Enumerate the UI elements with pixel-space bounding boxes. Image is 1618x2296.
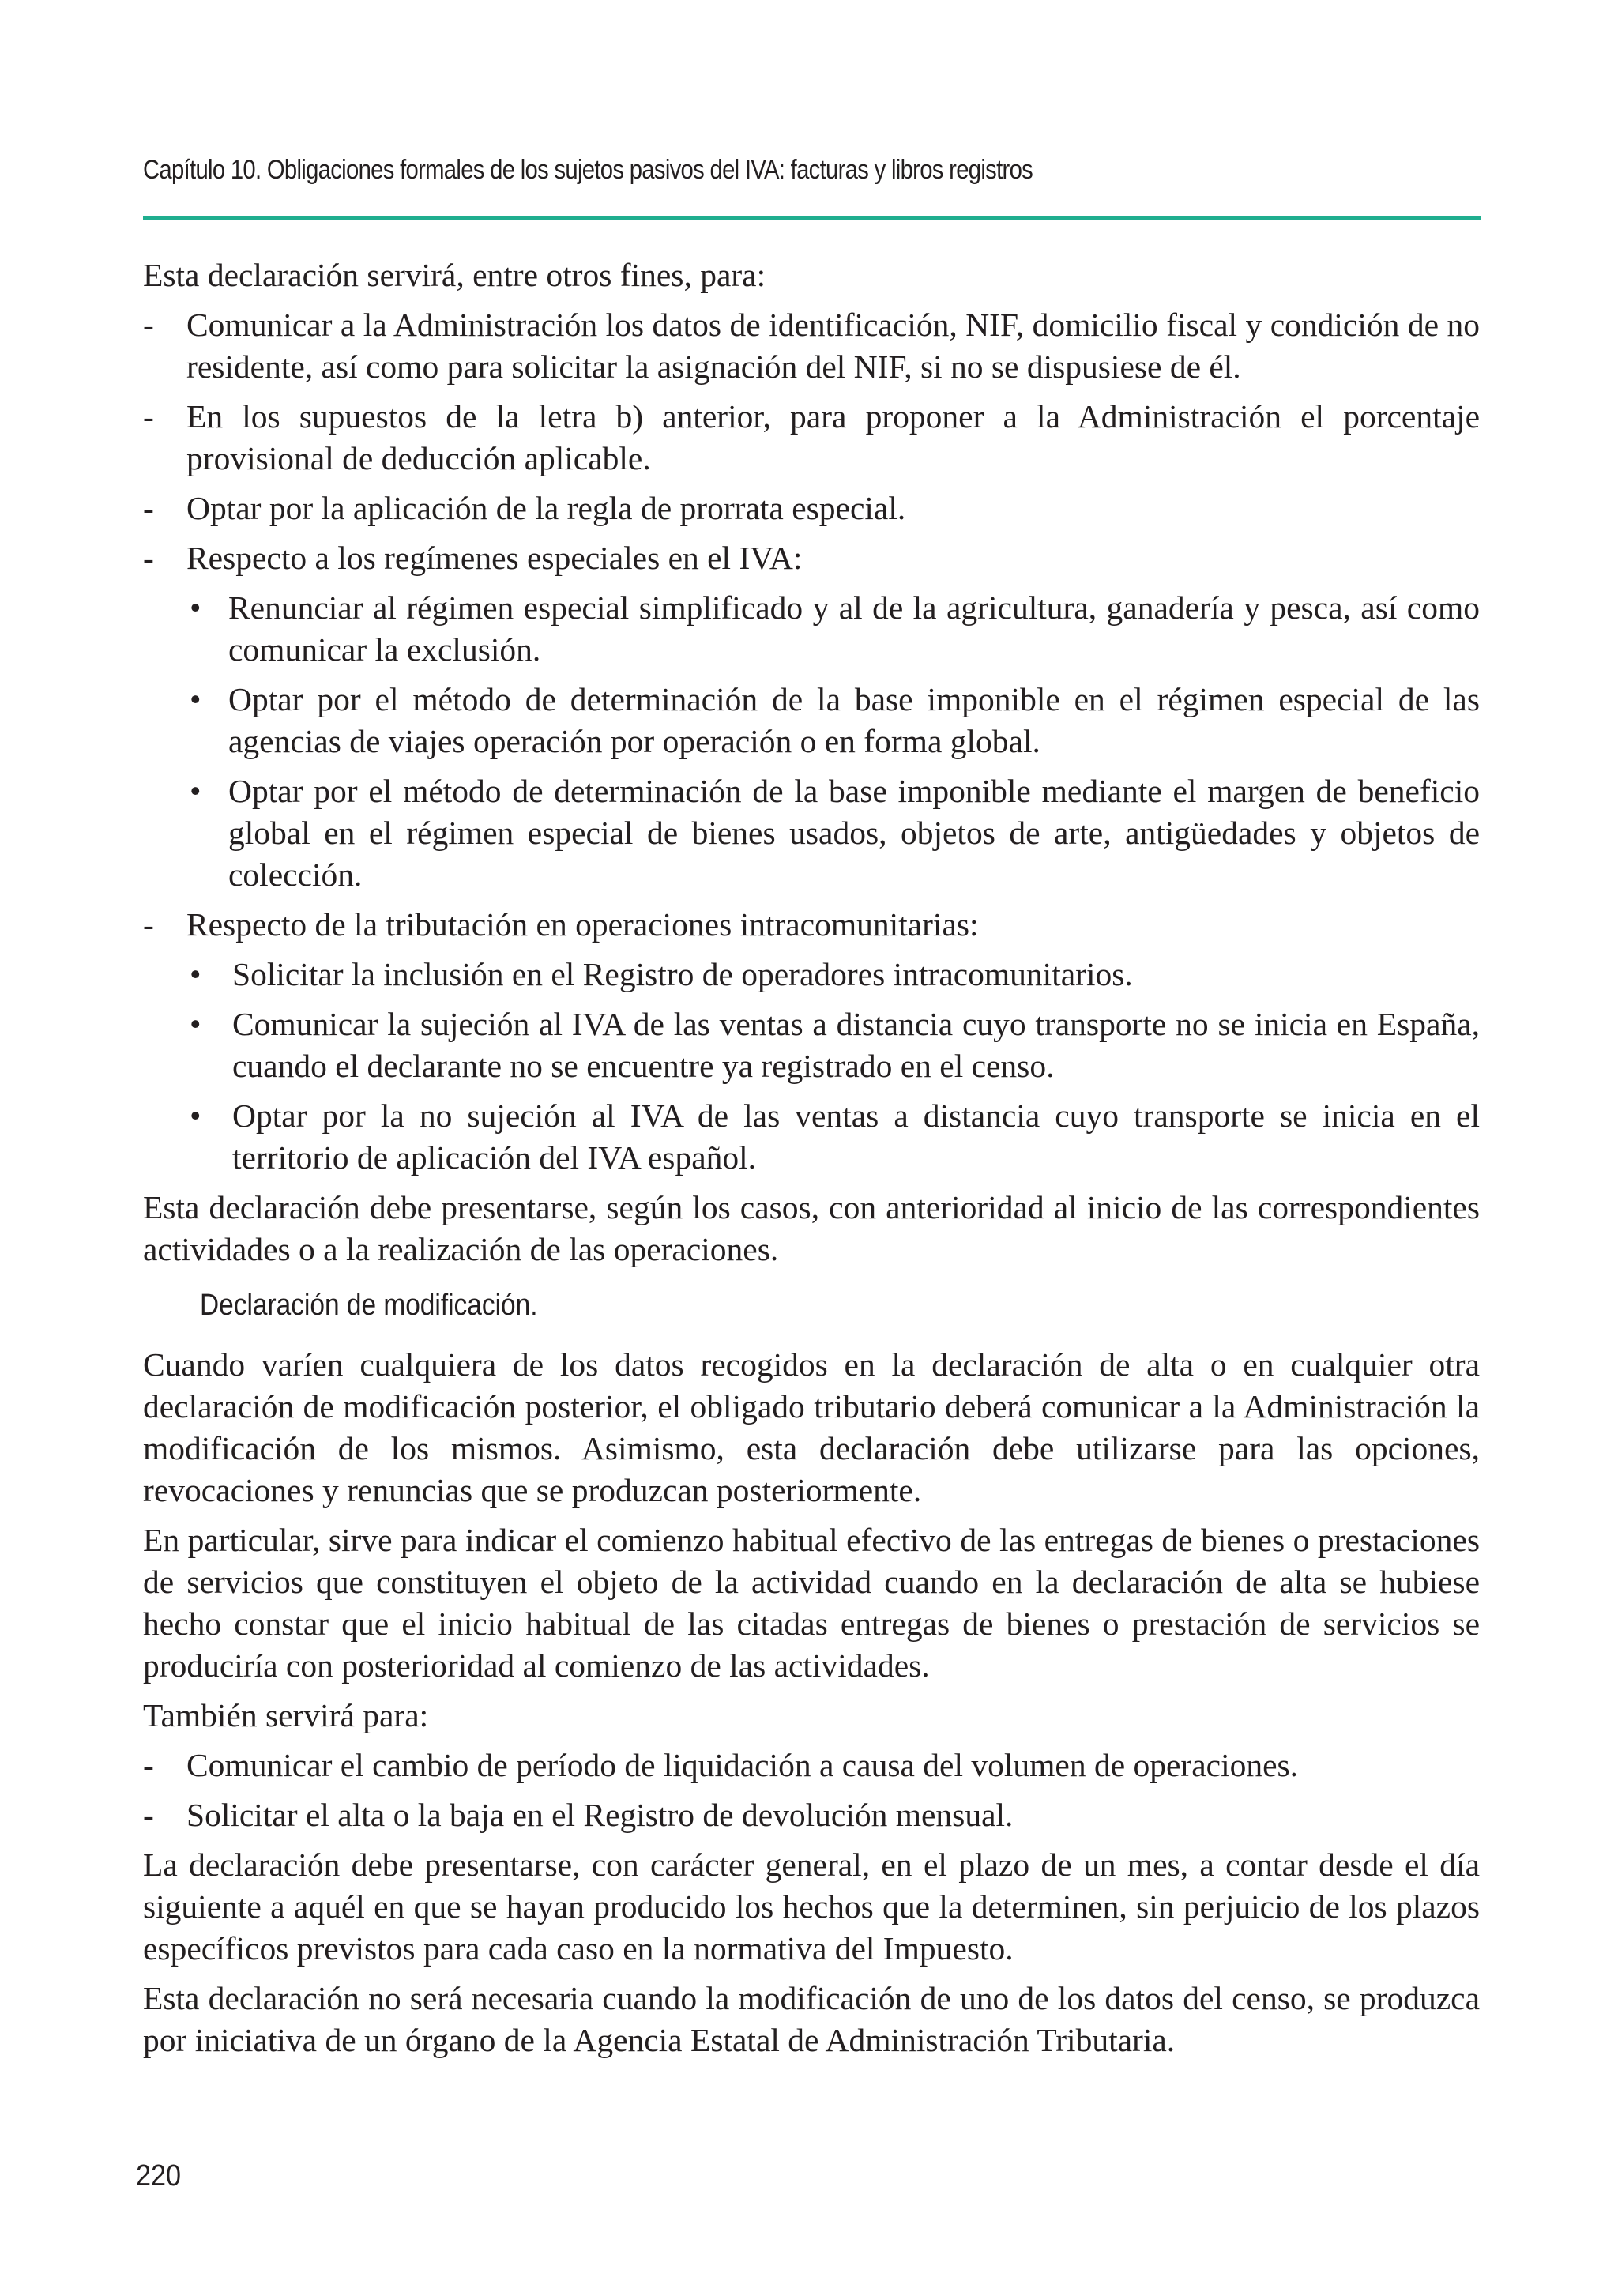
- list-item: [143, 487, 1480, 529]
- sub-list-item: [143, 1095, 1480, 1179]
- bullet-marker: •: [190, 681, 201, 717]
- body-paragraph: La declaración debe presentarse, con carácter general, en el plazo de un mes, a contar desde el día siguiente a aquél en que se hayan producido los hechos que la determinen, sin perjuicio de los plazos específicos previstos para cada caso en la normativa del Impuesto.: [143, 1846, 1480, 1967]
- dash-marker: -: [143, 307, 154, 343]
- list-item: [143, 904, 1480, 946]
- sub-list-item: [143, 587, 1480, 671]
- sub-list-item-text: Optar por la no sujeción al IVA de las ventas a distancia cuyo transporte se inicia en el territorio de aplicación del IVA español.: [232, 1097, 1480, 1176]
- list-item: [143, 396, 1480, 480]
- body-paragraph: Esta declaración debe presentarse, según los casos, con anterioridad al inicio de las correspondientes actividades o a la realización de las operaciones.: [143, 1189, 1480, 1267]
- sub-list-item: [143, 679, 1480, 762]
- sub-list-item: [143, 770, 1480, 896]
- body-paragraph: También servirá para:: [143, 1697, 429, 1733]
- sub-list-item-text: Renunciar al régimen especial simplificado y al de la agricultura, ganadería y pesca, así como comunicar la exclusión.: [228, 589, 1480, 668]
- dash-marker: -: [143, 1747, 154, 1783]
- section-subheading: Declaración de modificación.: [200, 1289, 538, 1322]
- list-item-text: Respecto de la tributación en operaciones intracomunitarias:: [186, 906, 979, 943]
- list-item-text: Comunicar el cambio de período de liquidación a causa del volumen de operaciones.: [186, 1747, 1299, 1783]
- header-divider: [143, 216, 1481, 220]
- sub-list-item: [143, 1003, 1480, 1087]
- body-paragraph: Esta declaración no será necesaria cuando la modificación de uno de los datos del censo, se produzca por iniciativa de un órgano de la Agencia Estatal de Administración Tributaria.: [143, 1980, 1480, 2058]
- body-paragraph: En particular, sirve para indicar el comienzo habitual efectivo de las entregas de bienes o prestaciones de servicios que constituyen el objeto de la actividad cuando en la declaración de alta se hubiese hecho constar que el inicio habitual de las citadas entregas de bienes o prestación de servicios se produciría con posterioridad al comienzo de las actividades.: [143, 1522, 1480, 1684]
- page-body: [143, 254, 1480, 2069]
- intro-paragraph: Esta declaración servirá, entre otros fines, para:: [143, 257, 766, 293]
- bullet-marker: •: [190, 773, 201, 809]
- running-header: Capítulo 10. Obligaciones formales de los sujetos pasivos del IVA: facturas y libros registros: [143, 155, 1033, 185]
- list-item-text: Optar por la aplicación de la regla de prorrata especial.: [186, 490, 906, 526]
- sub-list-item-text: Optar por el método de determinación de la base imponible en el régimen especial de las agencias de viajes operación por operación o en forma global.: [228, 681, 1480, 759]
- page-number: 220: [136, 2159, 182, 2192]
- list-item-text: Solicitar el alta o la baja en el Registro de devolución mensual.: [186, 1797, 1014, 1833]
- body-paragraph: Cuando varíen cualquiera de los datos recogidos en la declaración de alta o en cualquier otra declaración de modificación posterior, el obligado tributario deberá comunicar a la Administración la modificación de los mismos. Asimismo, esta declaración debe utilizarse para las opciones, revocaciones y renuncias que se produzcan posteriormente.: [143, 1346, 1480, 1508]
- list-item: [143, 304, 1480, 388]
- list-item: [143, 537, 1480, 579]
- list-item-text: Respecto a los regímenes especiales en el IVA:: [186, 540, 803, 576]
- dash-marker: -: [143, 398, 154, 435]
- dash-marker: -: [143, 540, 154, 576]
- list-item: [143, 1794, 1480, 1836]
- bullet-marker: •: [190, 1006, 201, 1042]
- bullet-marker: •: [190, 589, 201, 626]
- list-item-text: En los supuestos de la letra b) anterior, para proponer a la Administración el porcentaje provisional de deducción aplicable.: [186, 398, 1480, 476]
- sub-list-item-text: Comunicar la sujeción al IVA de las ventas a distancia cuyo transporte no se inicia en España, cuando el declarante no se encuentre ya registrado en el censo.: [232, 1006, 1480, 1084]
- dash-marker: -: [143, 906, 154, 943]
- sub-list-item-text: Optar por el método de determinación de la base imponible mediante el margen de beneficio global en el régimen especial de bienes usados, objetos de arte, antigüedades y objetos de colección.: [228, 773, 1480, 893]
- list-item-text: Comunicar a la Administración los datos de identificación, NIF, domicilio fiscal y condición de no residente, así como para solicitar la asignación del NIF, si no se dispusiese de él.: [186, 307, 1480, 385]
- list-item: [143, 1745, 1480, 1786]
- bullet-marker: •: [190, 1097, 201, 1134]
- dash-marker: -: [143, 1797, 154, 1833]
- sub-list-item-text: Solicitar la inclusión en el Registro de operadores intracomunitarios.: [232, 956, 1133, 992]
- bullet-marker: •: [190, 956, 201, 992]
- sub-list-item: [143, 954, 1480, 996]
- dash-marker: -: [143, 490, 154, 526]
